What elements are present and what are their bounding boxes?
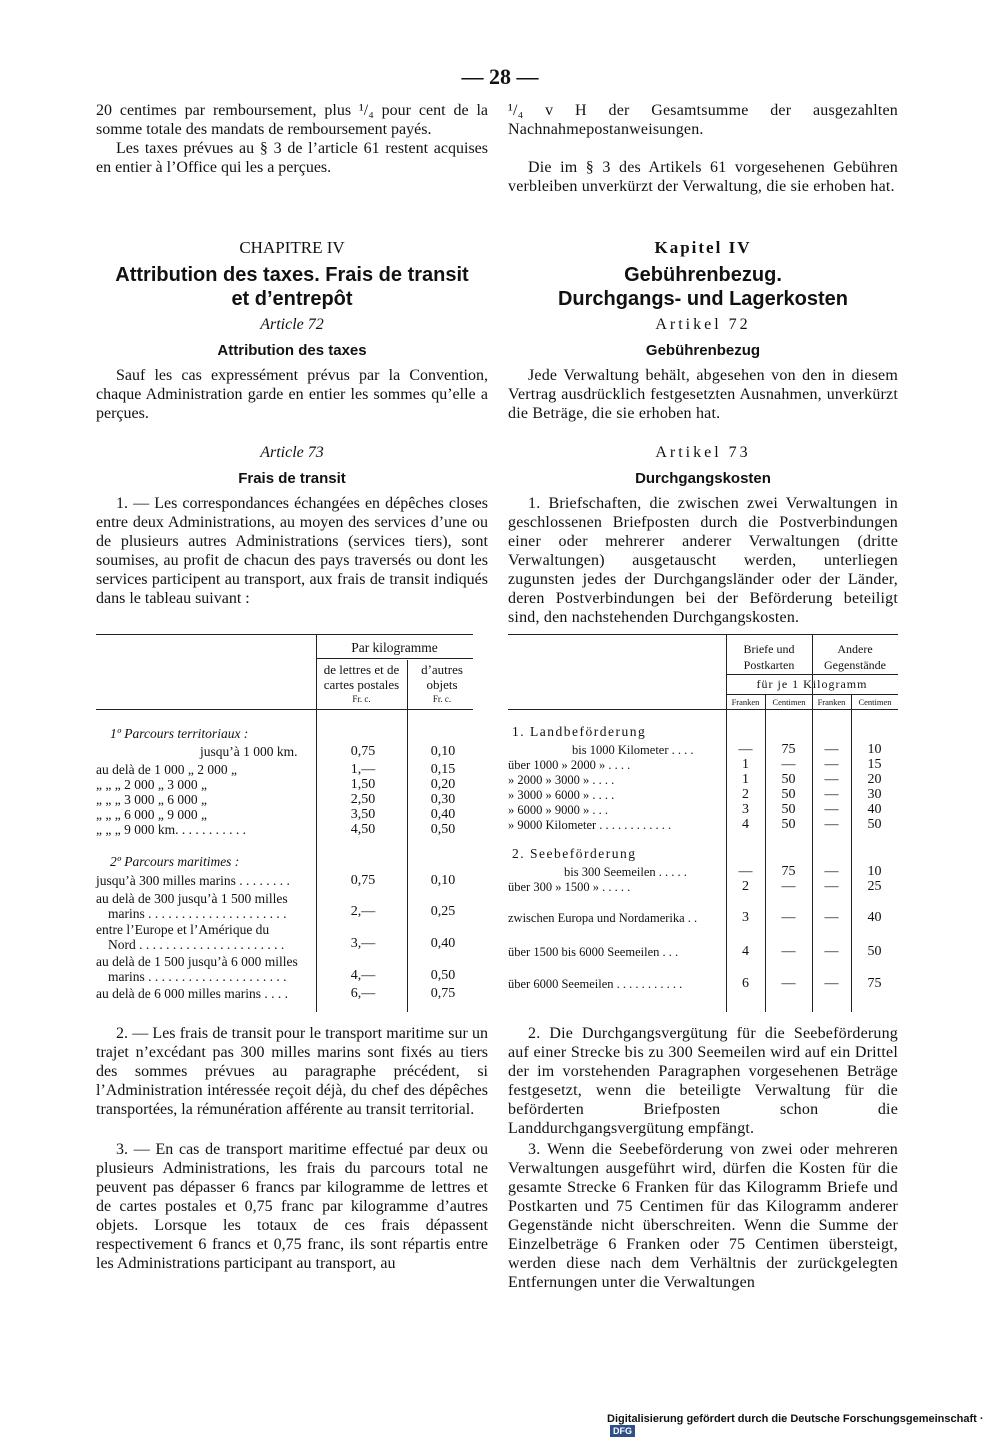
de-table-value: 30 [867, 787, 882, 802]
de-table-row-label: » 6000 » 9000 » . . . [508, 803, 608, 817]
de-table-value: 4 [742, 817, 749, 832]
footer-text: Digitalisierung gefördert durch die Deutsche Forschungsgemeinschaft · [607, 1413, 984, 1425]
de-article-73-title: Durchgangskosten [635, 470, 771, 487]
fr-article-72-text: Sauf les cas expressément prévus par la Convention, chaque Administration garde en entier les sommes qu’elle a perçues. [96, 367, 488, 422]
fr-chapter: CHAPITRE IV [239, 238, 345, 257]
fr-table-value: 0,40 [430, 807, 456, 822]
fr-table-value: 0,20 [430, 777, 456, 792]
de-table-value: — [824, 787, 839, 802]
de-intro-2: Die im § 3 des Artikels 61 vorgesehenen Gebühren verbleiben unverkürzt der Verwaltung, die sie erhoben hat. [508, 159, 898, 195]
de-table-row-label: » 2000 » 3000 » . . . . [508, 773, 615, 787]
de-table-head-col2-1: Andere [837, 642, 873, 656]
fr-table-row-label: au delà de 300 jusqu’à 1 500 milles [96, 891, 288, 906]
de-table-value: — [781, 757, 796, 772]
fr-table-value: 3,50 [350, 807, 376, 822]
de-intro-1: ¹/₄ v H der Gesamtsumme der ausgezahlten Nachnahmepostanweisungen. [508, 102, 898, 138]
de-table-value: — [824, 742, 839, 757]
fr-chapter-title-1: Attribution des taxes. Frais de transit [115, 264, 469, 286]
footer-credit [607, 1413, 1000, 1437]
de-table-value: 25 [867, 879, 882, 894]
de-table-value: — [824, 772, 839, 787]
de-chapter-title-1: Gebührenbezug. [624, 264, 782, 286]
de-table-head-col1-2: Postkarten [743, 658, 795, 672]
de-table-value: 50 [781, 802, 796, 817]
de-table-value: 50 [781, 817, 796, 832]
de-table-row-label: über 1000 » 2000 » . . . . [508, 758, 631, 772]
de-table-row-label: über 1500 bis 6000 Seemeilen . . . [508, 945, 679, 959]
de-table-head-per: für je 1 Kilogramm [756, 677, 868, 691]
de-chapter-title-2: Durchgangs- und Lagerkosten [557, 288, 849, 310]
fr-table-row-label: au delà de 1 500 jusqu’à 6 000 milles [96, 954, 298, 969]
de-table-value: 4 [742, 944, 749, 959]
fr-table-value: 0,50 [430, 822, 456, 837]
fr-table-value: 0,75 [430, 986, 456, 1001]
de-table-value: 40 [867, 910, 882, 925]
fr-table-value: 0,30 [430, 792, 456, 807]
fr-table-head-col1-2: cartes postales [323, 677, 400, 692]
fr-article-72: Article 72 [260, 316, 324, 333]
de-table-value: — [824, 864, 839, 879]
fr-table-value: 0,75 [350, 873, 376, 888]
de-table-value: 50 [781, 772, 796, 787]
fr-table-row-label-2: Nord . . . . . . . . . . . . . . . . . . . . . . [108, 937, 285, 952]
de-table-row-label: bis 300 Seemeilen . . . . . [564, 865, 687, 879]
de-table-value: 40 [867, 802, 882, 817]
de-table-u2: Centimen [772, 697, 806, 707]
fr-table-value: 1,— [350, 762, 376, 777]
fr-table-value: 1,50 [350, 777, 376, 792]
fr-table-head-col1-1: de lettres et de [323, 662, 400, 677]
de-article-72-text: Jede Verwaltung behält, abgesehen von den in diesem Vertrag ausdrücklich festgesetzten Ausnahmen, unverkürzt die Beträge, die sie erhoben hat. [508, 367, 898, 422]
fr-table-value: 6,— [350, 986, 376, 1001]
fr-table-unit1: Fr. c. [352, 694, 371, 704]
de-table-value: — [824, 757, 839, 772]
de-table-value: 50 [867, 944, 882, 959]
de-table-value: — [781, 976, 796, 991]
de-table-row-label: » 9000 Kilometer . . . . . . . . . . . . [508, 818, 672, 832]
fr-table-unit2: Fr. c. [432, 694, 452, 704]
de-article-73: Artikel 73 [655, 444, 751, 461]
fr-table-value: 0,10 [430, 744, 456, 759]
de-table-value: — [781, 910, 796, 925]
fr-table-value: 0,10 [430, 873, 456, 888]
de-table-head-col1-1: Briefe und [743, 642, 795, 656]
de-table-value: — [824, 976, 839, 991]
fr-table-value: 4,50 [350, 822, 376, 837]
de-table-value: — [781, 944, 796, 959]
fr-table-row-label: au delà de 1 000 „ 2 000 „ [96, 762, 237, 777]
de-table-value: — [824, 910, 839, 925]
de-table-value: — [824, 817, 839, 832]
de-table-row-label: zwischen Europa und Nordamerika . . [508, 911, 698, 925]
de-table-row-label: bis 1000 Kilometer . . . . [572, 743, 694, 757]
fr-article-73-p1: 1. — Les correspondances échangées en dépêches closes entre deux Administrations, au moyen des services d’une ou de plusieurs autres Administrations (services tiers), sont soumises, au profit de chacun des pays traversés ou dont les services participent au transport, aux frais de transit indiqués dans le tableau suivant : [96, 495, 488, 607]
de-table-value: 15 [867, 757, 882, 772]
de-table-value: 10 [867, 742, 882, 757]
fr-p2: 2. — Les frais de transit pour le transport maritime sur un trajet n’excédant pas 300 milles marins sont fixés au tiers des sommes prévues au paragraphe précédent, si l’Administration intéressée reçoit déjà, du chef des dépêches transportées, la rémunération afférente au transit territorial. [96, 1025, 488, 1118]
fr-table-row-label: „ „ „ 2 000 „ 3 000 „ [96, 777, 207, 792]
fr-table-value: 0,75 [350, 744, 376, 759]
fr-table-value: 2,— [350, 904, 376, 919]
fr-table-value: 0,50 [430, 968, 456, 983]
de-chapter: Kapitel IV [654, 238, 752, 257]
de-table-value: 6 [742, 976, 749, 991]
fr-table-sec2: 2º Parcours maritimes : [110, 854, 240, 869]
de-table-value: 10 [867, 864, 882, 879]
de-table-value: 3 [742, 910, 749, 925]
de-table-value: 1 [742, 757, 749, 772]
de-table-value: 50 [867, 817, 882, 832]
de-table-value: 1 [742, 772, 749, 787]
fr-table-value: 0,25 [430, 904, 456, 919]
de-table-value: 50 [781, 787, 796, 802]
fr-intro-2: Les taxes prévues au § 3 de l’article 61 restent acquises en entier à l’Office qui les a perçues. [96, 140, 488, 176]
fr-table-row-label: „ „ „ 9 000 km. . . . . . . . . . . [96, 822, 246, 837]
de-table-value: — [824, 879, 839, 894]
fr-table-row-label-2: marins . . . . . . . . . . . . . . . . . . . . . [108, 969, 287, 984]
de-table-row-label: über 6000 Seemeilen . . . . . . . . . . . [508, 977, 683, 991]
de-table-sec2: 2. Seebeförderung [512, 846, 637, 861]
de-article-72: Artikel 72 [655, 316, 751, 333]
fr-table-sec1: 1º Parcours territoriaux : [110, 726, 249, 741]
fr-article-73-title: Frais de transit [238, 470, 346, 487]
fr-table-value: 0,15 [430, 762, 456, 777]
de-table-value: — [781, 879, 796, 894]
de-article-73-p1: 1. Briefschaften, die zwischen zwei Verwaltungen in geschlossenen Briefposten durch die Postverbindungen einer oder mehrerer anderer Verwaltungen (dritte Verwaltungen) ausgetauscht werden, unterliegen zugunsten jedes der Durchgangsländer oder der Länder, deren Postverbindungen bei der Beförderung beteiligt sind, den nachstehenden Durchgangskosten. [508, 495, 898, 626]
dfg-logo: DFG [610, 1425, 635, 1437]
fr-table-row-label: jusqu’à 1 000 km. [200, 744, 298, 759]
fr-table-value: 0,40 [430, 936, 456, 951]
fr-p3: 3. — En cas de transport maritime effectué par deux ou plusieurs Administrations, les frais du parcours total ne peuvent pas dépasser 6 francs par kilogramme de lettres et de cartes postales et 0,75 franc par kilogramme d’autres objets. Lorsque les totaux de ces frais dépassent respectivement 6 francs et 0,75 franc, ils sont répartis entre les Administrations participant au transport, au [96, 1141, 488, 1272]
page-number: — 28 — [461, 64, 539, 89]
de-table-u1: Franken [731, 697, 760, 707]
de-table-head-col2-2: Gegenstände [824, 658, 886, 672]
de-table-value: 75 [867, 976, 882, 991]
fr-article-72-title: Attribution des taxes [217, 342, 367, 359]
de-table-value: 2 [742, 787, 749, 802]
fr-table-head-col2-1: d’autres [421, 662, 463, 677]
fr-table-value: 2,50 [350, 792, 376, 807]
fr-table-row-label-2: marins . . . . . . . . . . . . . . . . . . . . . [108, 906, 287, 921]
fr-table-head-col2-2: objets [426, 677, 458, 692]
fr-table-row-label: entre l’Europe et l’Amérique du [96, 922, 270, 937]
de-p2: 2. Die Durchgangsvergütung für die Seebeförderung auf einer Strecke bis zu 300 Seemeilen wird auf ein Drittel der im vorstehenden Paragraphen vorgesehenen Beträge festgesetzt, wenn die beteiligte Verwaltung für die beförderten Briefposten schon die Landdurchgangsvergütung empfängt. [508, 1025, 898, 1137]
de-article-72-title: Gebührenbezug [645, 342, 761, 359]
de-table-u4: Centimen [858, 697, 892, 707]
fr-table-value: 4,— [350, 968, 376, 983]
de-table-value: 3 [742, 802, 749, 817]
fr-intro-1: 20 centimes par remboursement, plus ¹/₄ pour cent de la somme totale des mandats de remboursement payés. [96, 102, 488, 138]
fr-table-row-label: jusqu’à 300 milles marins . . . . . . . . [96, 873, 290, 888]
de-table-value: — [738, 742, 753, 757]
de-table-u3: Franken [817, 697, 846, 707]
fr-chapter-title-2: et d’entrepôt [231, 288, 353, 310]
de-table-value: — [738, 864, 753, 879]
fr-table-row-label: „ „ „ 6 000 „ 9 000 „ [96, 807, 207, 822]
de-table-value: 75 [781, 864, 796, 879]
fr-table-value: 3,— [350, 936, 376, 951]
de-table-value: — [824, 944, 839, 959]
fr-table-row-label: au delà de 6 000 milles marins . . . . [96, 986, 288, 1001]
de-table-sec1: 1. Landbeförderung [512, 724, 647, 739]
fr-table-head-main: Par kilogramme [351, 640, 438, 655]
de-p3: 3. Wenn die Seebeförderung von zwei oder mehreren Verwaltungen ausgeführt wird, dürfen die Kosten für die gesamte Strecke 6 Franken für das Kilogramm Briefe und Postkarten und 75 Centimen für das Kilogramm anderer Gegenstände nicht überschreiten. Wenn die Summe der Einzelbeträge 6 Franken oder 75 Centimen übersteigt, werden diese nach dem Verhältnis der zurückgelegten Entfernungen unter die Verwaltungen [508, 1141, 898, 1291]
fr-article-73: Article 73 [260, 444, 324, 461]
de-table-value: 20 [867, 772, 882, 787]
de-table-value: 2 [742, 879, 749, 894]
fr-table-row-label: „ „ „ 3 000 „ 6 000 „ [96, 792, 207, 807]
fr-column [96, 101, 488, 177]
de-table-row-label: über 300 » 1500 » . . . . . [508, 880, 631, 894]
de-table-value: 75 [781, 742, 796, 757]
de-table-row-label: » 3000 » 6000 » . . . . [508, 788, 615, 802]
de-table-value: — [824, 802, 839, 817]
